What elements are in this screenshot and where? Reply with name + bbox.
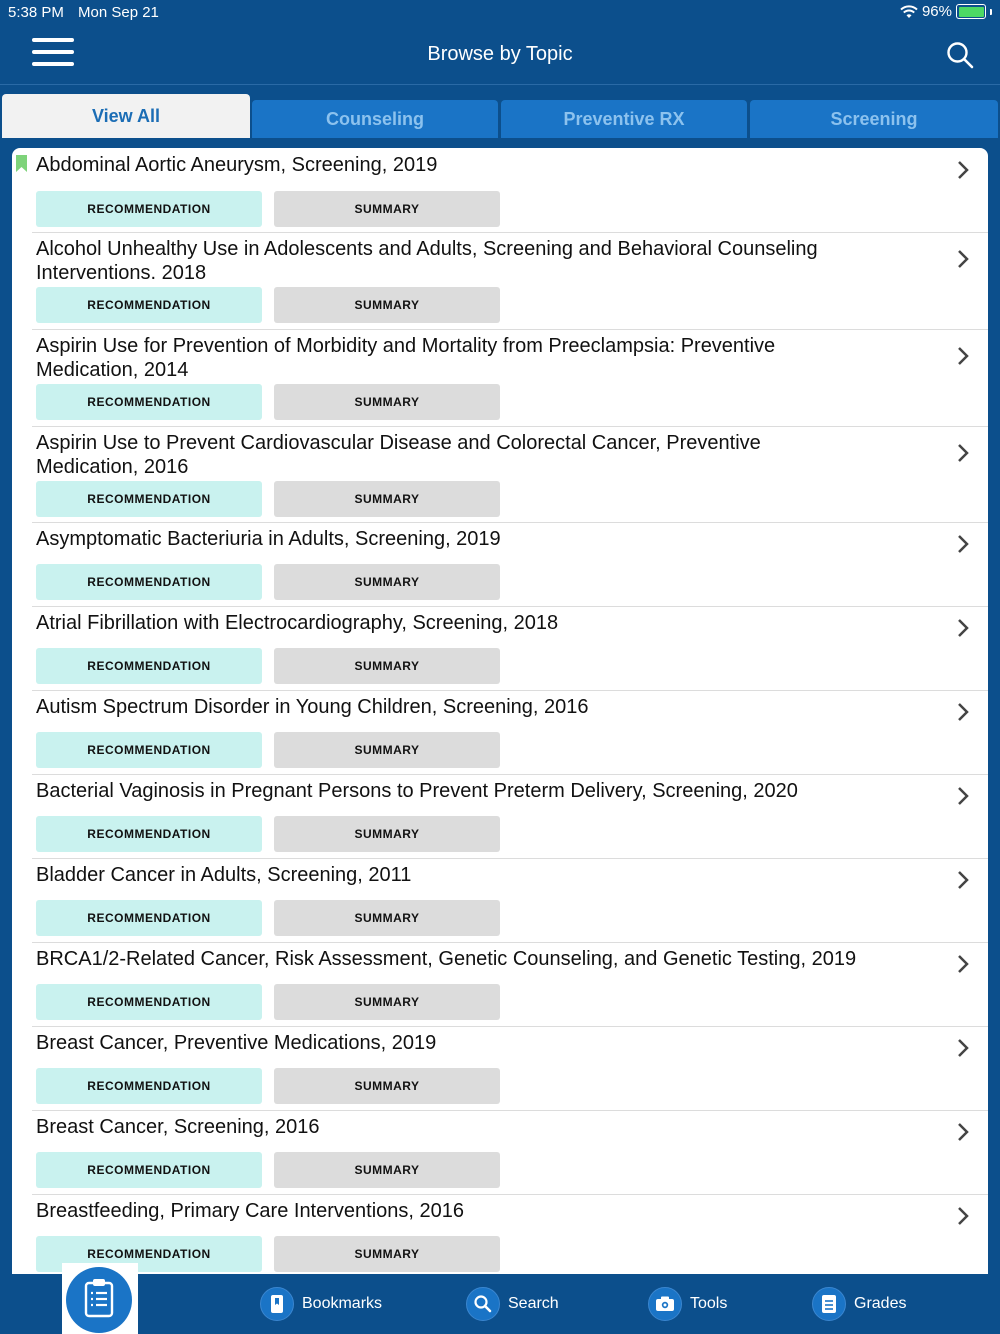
chevron-right-icon [956,701,970,723]
tab-view-all[interactable]: View All [2,94,250,138]
recommendation-button[interactable]: RECOMMENDATION [36,481,262,517]
recommendation-button[interactable]: RECOMMENDATION [36,816,262,852]
recommendation-button[interactable]: RECOMMENDATION [36,287,262,323]
status-right [900,3,992,20]
chevron-right-icon [956,785,970,807]
nav-label: Grades [854,1295,907,1312]
status-time: 5:38 PM [8,4,64,21]
chevron-right-icon [956,1205,970,1227]
recommendation-button[interactable]: RECOMMENDATION [36,564,262,600]
list-item[interactable] [12,1195,988,1274]
topic-title: Abdominal Aortic Aneurysm, Screening, 2019 [36,154,438,176]
topic-title: Alcohol Unhealthy Use in Adolescents and Adults, Screening and Behavioral Counseling Interventions. 2018 [36,238,818,284]
bookmark-icon [260,1287,294,1321]
tab-counseling[interactable]: Counseling [252,100,498,138]
chevron-right-icon [956,617,970,639]
list-item[interactable] [12,607,988,691]
nav-label: Search [508,1295,559,1312]
chevron-right-icon [956,953,970,975]
status-bar [0,0,1000,26]
list-item[interactable] [12,148,988,232]
nav-search[interactable] [466,1286,559,1322]
list-item[interactable] [12,1111,988,1195]
list-item[interactable] [12,859,988,943]
tab-screening[interactable]: Screening [750,100,998,138]
summary-button[interactable]: SUMMARY [274,900,500,936]
summary-button[interactable]: SUMMARY [274,384,500,420]
list-item[interactable] [12,233,988,329]
chevron-right-icon [956,1121,970,1143]
camera-icon [648,1287,682,1321]
summary-button[interactable]: SUMMARY [274,287,500,323]
bookmark-flag-icon [16,155,27,172]
topic-title: Breast Cancer, Screening, 2016 [36,1116,320,1138]
list-item[interactable] [12,427,988,523]
topic-title: Aspirin Use to Prevent Cardiovascular Disease and Colorectal Cancer, Preventive Medication, 2016 [36,432,761,478]
summary-button[interactable]: SUMMARY [274,1236,500,1272]
topic-title: Asymptomatic Bacteriuria in Adults, Screening, 2019 [36,528,501,550]
list-item[interactable] [12,330,988,426]
battery-icon [956,4,986,19]
search-icon [466,1287,500,1321]
summary-button[interactable]: SUMMARY [274,816,500,852]
chevron-right-icon [956,869,970,891]
nav-header [0,26,1000,84]
summary-button[interactable]: SUMMARY [274,191,500,227]
summary-button[interactable]: SUMMARY [274,648,500,684]
chevron-right-icon [956,248,970,270]
recommendation-button[interactable]: RECOMMENDATION [36,191,262,227]
chevron-right-icon [956,533,970,555]
recommendation-button[interactable]: RECOMMENDATION [36,984,262,1020]
list-item[interactable] [12,943,988,1027]
recommendation-button[interactable]: RECOMMENDATION [36,1068,262,1104]
recommendation-button[interactable]: RECOMMENDATION [36,384,262,420]
nav-tools[interactable] [648,1286,727,1322]
nav-grades[interactable] [812,1286,906,1322]
wifi-icon [900,5,918,19]
topic-tabs [0,94,1000,138]
list-item[interactable] [12,775,988,859]
chevron-right-icon [956,1037,970,1059]
search-icon[interactable] [946,41,974,69]
home-tab[interactable] [62,1263,138,1334]
recommendation-button[interactable]: RECOMMENDATION [36,1236,262,1272]
list-item[interactable] [12,691,988,775]
topic-title: Bladder Cancer in Adults, Screening, 2011 [36,864,412,886]
tab-preventive-rx[interactable]: Preventive RX [501,100,747,138]
topic-title: Breast Cancer, Preventive Medications, 2019 [36,1032,437,1054]
recommendation-button[interactable]: RECOMMENDATION [36,1152,262,1188]
home-button[interactable] [66,1267,132,1333]
summary-button[interactable]: SUMMARY [274,481,500,517]
clipboard-icon [66,1267,132,1333]
list-item[interactable] [12,523,988,607]
summary-button[interactable]: SUMMARY [274,1152,500,1188]
battery-percent: 96% [921,3,952,20]
topic-title: Autism Spectrum Disorder in Young Children, Screening, 2016 [36,696,589,718]
topic-title: Atrial Fibrillation with Electrocardiography, Screening, 2018 [36,612,559,634]
page-title: Browse by Topic [427,43,573,65]
list-item[interactable] [12,1027,988,1111]
topic-title: Bacterial Vaginosis in Pregnant Persons to Prevent Preterm Delivery, Screening, 2020 [36,780,798,802]
recommendation-button[interactable]: RECOMMENDATION [36,648,262,684]
topic-list [12,148,988,1274]
chevron-right-icon [956,345,970,367]
nav-label: Bookmarks [302,1295,383,1312]
summary-button[interactable]: SUMMARY [274,732,500,768]
topic-title: BRCA1/2-Related Cancer, Risk Assessment, Genetic Counseling, and Genetic Testing, 2019 [36,948,857,970]
recommendation-button[interactable]: RECOMMENDATION [36,732,262,768]
chevron-right-icon [956,442,970,464]
chevron-right-icon [956,159,970,181]
summary-button[interactable]: SUMMARY [274,984,500,1020]
topic-title: Breastfeeding, Primary Care Interventions, 2016 [36,1200,464,1222]
summary-button[interactable]: SUMMARY [274,564,500,600]
document-icon [812,1287,846,1321]
topic-title: Aspirin Use for Prevention of Morbidity and Mortality from Preeclampsia: Preventive Medication, 2014 [36,335,776,381]
nav-label: Tools [690,1295,728,1312]
summary-button[interactable]: SUMMARY [274,1068,500,1104]
recommendation-button[interactable]: RECOMMENDATION [36,900,262,936]
status-date: Mon Sep 21 [78,4,159,21]
nav-bookmarks[interactable] [260,1286,382,1322]
menu-icon [32,38,74,42]
header-divider [0,84,1000,85]
